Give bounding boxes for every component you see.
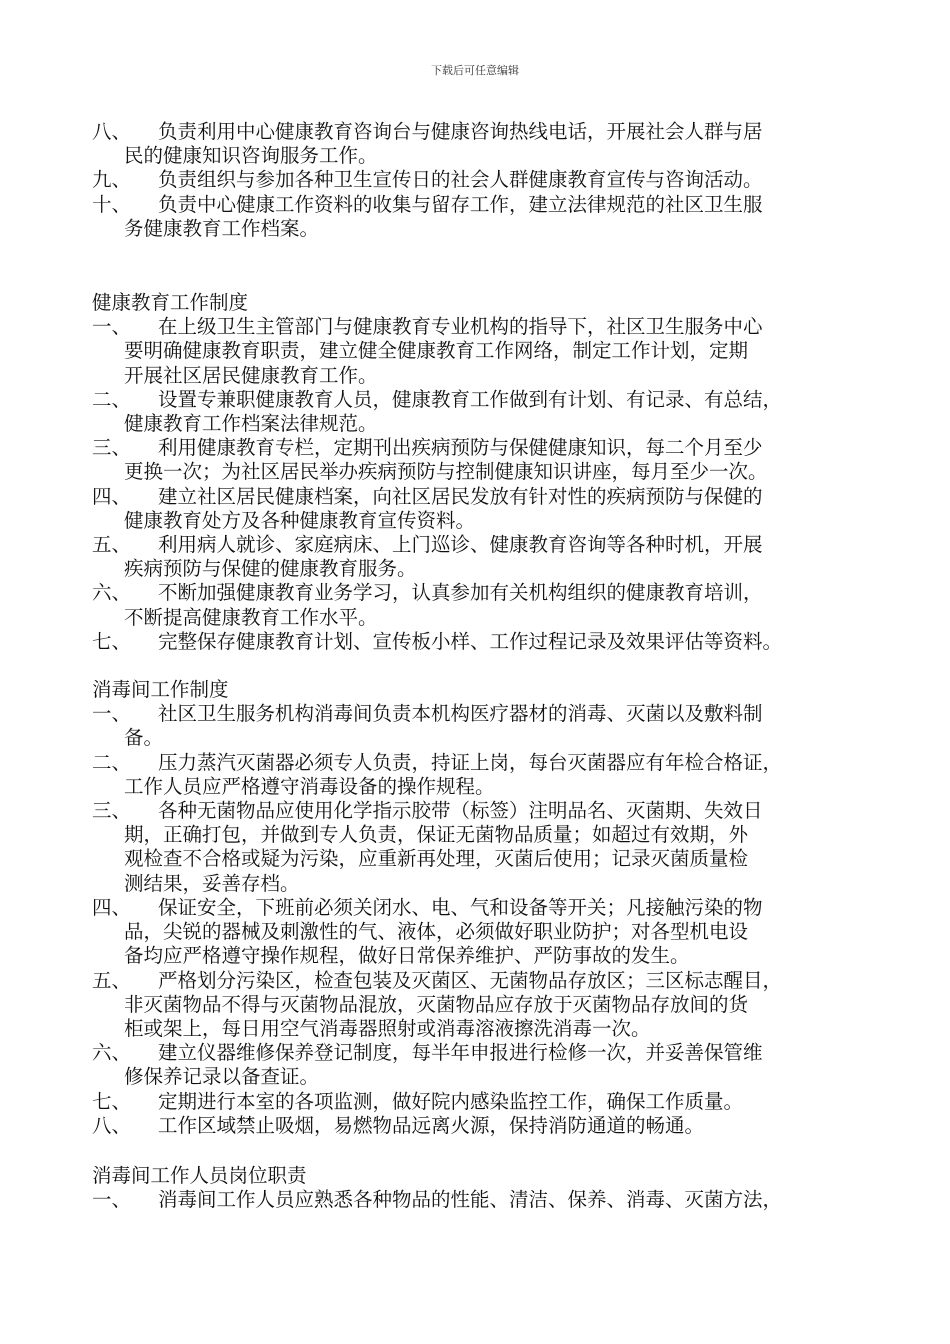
- item-text-line: 健康教育工作档案法律规范。: [124, 412, 378, 436]
- item-text: [158, 1114, 867, 1138]
- item-text: [124, 484, 867, 533]
- item-number: 七、: [92, 629, 132, 653]
- intro-list: [92, 120, 867, 241]
- item-number: 一、: [92, 702, 132, 726]
- item-text-line: 民的健康知识咨询服务工作。: [124, 144, 378, 168]
- list-item: [92, 193, 867, 241]
- list-item: [92, 533, 867, 581]
- item-text: [124, 315, 867, 388]
- item-text-line: 负责利用中心健康教育咨询台与健康咨询热线电话，开展社会人群与居: [158, 120, 763, 143]
- item-number: 十、: [92, 192, 132, 216]
- item-text: [158, 1188, 867, 1212]
- item-text-line: 务健康教育工作档案。: [124, 216, 320, 240]
- item-text-line: 定期进行本室的各项监测，做好院内感染监控工作，确保工作质量。: [158, 1089, 744, 1113]
- list-item: [92, 315, 867, 388]
- item-text-line: 利用病人就诊、家庭病床、上门巡诊、健康教育咨询等各种时机，开展: [158, 533, 763, 557]
- item-text: [158, 630, 867, 654]
- item-text-line: 备均应严格遵守操作规程，做好日常保养维护、严防事故的发生。: [124, 944, 690, 968]
- item-number: 一、: [92, 315, 132, 339]
- item-text-line: 不断提高健康教育工作水平。: [124, 605, 378, 629]
- item-text-line: 压力蒸汽灭菌器必须专人负责，持证上岗，每台灭菌器应有年检合格证，: [158, 750, 783, 774]
- item-text: [158, 1090, 867, 1114]
- item-text-line: 设置专兼职健康教育人员，健康教育工作做到有计划、有记录、有总结，: [158, 387, 783, 411]
- item-number: 八、: [92, 120, 132, 143]
- item-number: 七、: [92, 1089, 132, 1113]
- item-text: [124, 1041, 867, 1089]
- list-item: [92, 702, 867, 750]
- item-text-line: 工作区域禁止吸烟，易燃物品远离火源，保持消防通道的畅通。: [158, 1113, 705, 1137]
- item-text-line: 在上级卫生主管部门与健康教育专业机构的指导下，社区卫生服务中心: [158, 315, 763, 339]
- item-text: [124, 799, 867, 896]
- item-text-line: 修保养记录以备查证。: [124, 1065, 320, 1089]
- item-text-line: 测结果，妥善存档。: [124, 871, 300, 895]
- item-text: [124, 702, 867, 750]
- item-text-line: 社区卫生服务机构消毒间负责本机构医疗器材的消毒、灭菌以及敷料制: [158, 702, 763, 726]
- item-text-line: 备。: [124, 726, 164, 750]
- item-number: 六、: [92, 1041, 132, 1065]
- item-text-line: 更换一次；为社区居民举办疾病预防与控制健康知识讲座，每月至少一次。: [124, 460, 768, 484]
- document-body: [92, 120, 867, 1212]
- item-text-line: 观检查不合格或疑为污染，应重新再处理，灭菌后使用；记录灭菌质量检: [124, 847, 749, 871]
- list-item: [92, 1041, 867, 1089]
- item-number: 五、: [92, 968, 132, 992]
- item-text: [124, 436, 867, 484]
- item-text-line: 工作人员应严格遵守消毒设备的操作规程。: [124, 774, 495, 798]
- section-title-disinfection-room: 消毒间工作制度: [92, 678, 229, 702]
- item-number: 一、: [92, 1188, 132, 1212]
- item-text-line: 开展社区居民健康教育工作。: [124, 363, 378, 387]
- item-text-line: 期，正确打包，并做到专人负责，保证无菌物品质量；如超过有效期，外: [124, 823, 749, 847]
- item-number: 五、: [92, 533, 132, 557]
- list-item: [92, 168, 867, 192]
- item-text-line: 健康教育处方及各种健康教育宣传资料。: [124, 508, 476, 532]
- item-text-line: 完整保存健康教育计划、宣传板小样、工作过程记录及效果评估等资料。: [158, 629, 783, 653]
- list-item: [92, 1090, 867, 1114]
- item-text-line: 负责中心健康工作资料的收集与留存工作，建立法律规范的社区卫生服: [158, 192, 763, 216]
- item-text: [124, 968, 867, 1042]
- list-item: [92, 436, 867, 484]
- item-text-line: 负责组织与参加各种卫生宣传日的社会人群健康教育宣传与咨询活动。: [158, 168, 763, 192]
- section-title-disinfection-staff: 消毒间工作人员岗位职责: [92, 1163, 307, 1187]
- list-item: [92, 799, 867, 896]
- item-text: [124, 581, 867, 629]
- item-number: 八、: [92, 1113, 132, 1137]
- item-text-line: 要明确健康教育职责，建立健全健康教育工作网络，制定工作计划，定期: [124, 339, 749, 363]
- item-text-line: 利用健康教育专栏，定期刊出疾病预防与保健健康知识，每二个月至少: [158, 436, 763, 460]
- list-item: [92, 630, 867, 654]
- disinfection-room-rules-list: [92, 702, 867, 1138]
- list-item: [92, 1114, 867, 1138]
- list-item: [92, 388, 867, 436]
- list-item: [92, 1188, 867, 1212]
- item-text-line: 保证安全，下班前必须关闭水、电、气和设备等开关；凡接触污染的物: [158, 895, 763, 919]
- item-number: 四、: [92, 895, 132, 919]
- health-education-rules-list: [92, 315, 867, 654]
- item-number: 三、: [92, 799, 132, 823]
- item-text-line: 建立社区居民健康档案，向社区居民发放有针对性的疾病预防与保健的: [158, 484, 763, 508]
- item-text: [124, 750, 867, 799]
- page-header: 下载后可任意编辑: [431, 64, 519, 77]
- list-item: [92, 969, 867, 1042]
- item-number: 二、: [92, 750, 132, 774]
- item-text: [124, 120, 867, 168]
- item-text-line: 非灭菌物品不得与灭菌物品混放，灭菌物品应存放于灭菌物品存放间的货: [124, 992, 749, 1016]
- item-number: 三、: [92, 436, 132, 460]
- list-item: [92, 485, 867, 533]
- item-text: [158, 168, 867, 192]
- item-text-line: 严格划分污染区，检查包装及灭菌区、无菌物品存放区；三区标志醒目，: [158, 968, 783, 992]
- item-text-line: 消毒间工作人员应熟悉各种物品的性能、清洁、保养、消毒、灭菌方法，: [158, 1188, 783, 1212]
- item-number: 九、: [92, 168, 132, 192]
- disinfection-staff-duties-list: [92, 1188, 867, 1212]
- list-item: [92, 581, 867, 629]
- section-title-health-education: 健康教育工作制度: [92, 291, 249, 315]
- item-text-line: 疾病预防与保健的健康教育服务。: [124, 557, 417, 581]
- list-item: [92, 120, 867, 168]
- item-number: 六、: [92, 581, 132, 605]
- item-text: [124, 387, 867, 436]
- item-number: 四、: [92, 484, 132, 508]
- item-text: [124, 533, 867, 581]
- list-item: [92, 751, 867, 799]
- item-text-line: 品，尖锐的器械及刺激性的气、液体，必须做好职业防护；对各型机电设: [124, 920, 749, 944]
- item-text-line: 各种无菌物品应使用化学指示胶带（标签）注明品名、灭菌期、失效日: [158, 799, 763, 823]
- item-text-line: 柜或架上，每日用空气消毒器照射或消毒溶液擦洗消毒一次。: [124, 1016, 651, 1040]
- item-number: 二、: [92, 387, 132, 411]
- item-text-line: 不断加强健康教育业务学习，认真参加有关机构组织的健康教育培训，: [158, 581, 763, 605]
- item-text: [124, 192, 867, 241]
- item-text: [124, 895, 867, 969]
- item-text-line: 建立仪器维修保养登记制度，每半年申报进行检修一次，并妥善保管维: [158, 1041, 763, 1065]
- list-item: [92, 896, 867, 969]
